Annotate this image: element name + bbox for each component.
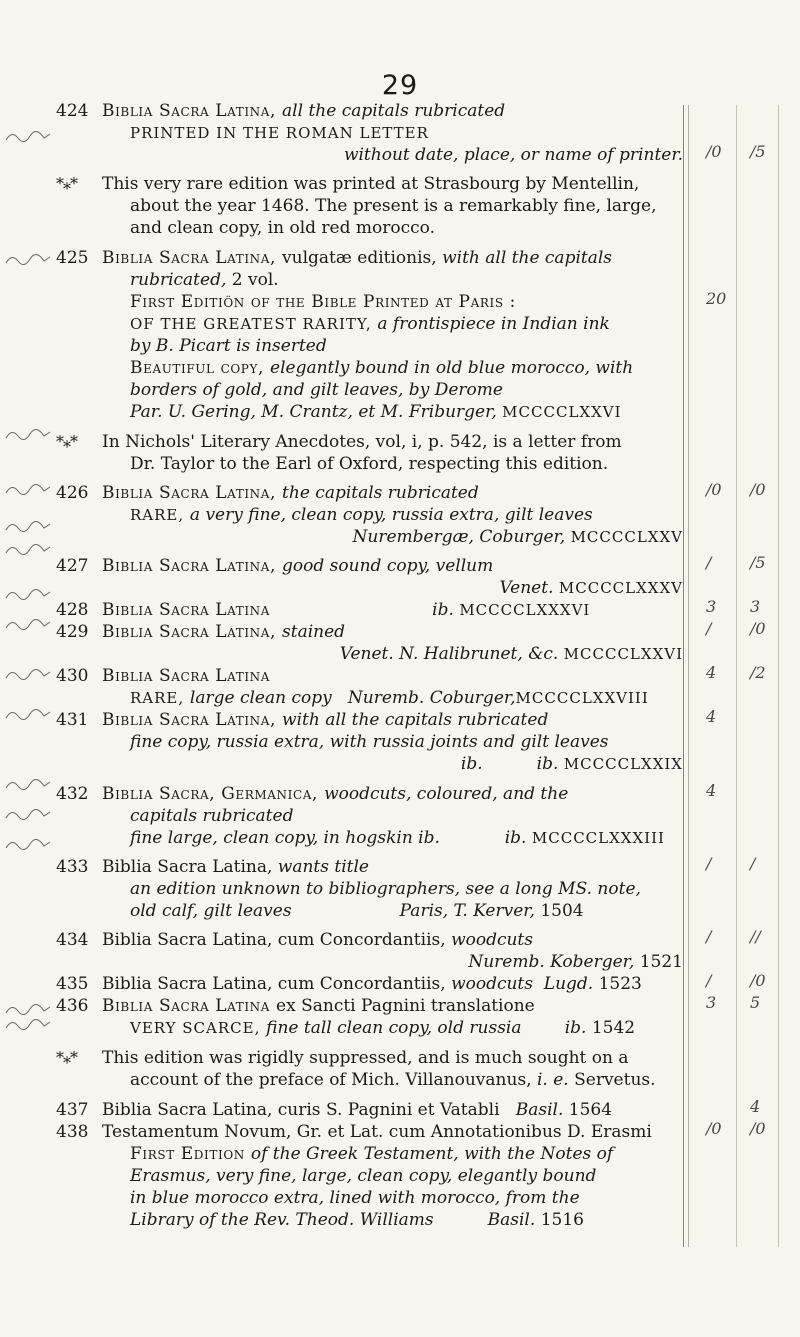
text-segment: 1504 [540, 901, 584, 921]
catalog-line [0, 217, 800, 239]
text-segment: First Edition [130, 1144, 251, 1164]
text-segment: rubricated, [130, 270, 232, 290]
text-segment: Biblia Sacra Latina, [102, 483, 283, 503]
text-segment: Biblia Sacra Latina, [102, 101, 283, 121]
text-segment: a frontispiece in Indian ink [377, 314, 610, 334]
handwritten-price: /0 [706, 480, 722, 499]
entry-text [102, 783, 568, 805]
catalog-line [0, 621, 800, 643]
text-segment: elegantly bound in old blue morocco, with [270, 358, 634, 378]
text-segment: Biblia Sacra Latina, [102, 622, 283, 642]
handwritten-price: 3 [750, 597, 761, 616]
text-segment: Servetus. [574, 1070, 656, 1090]
handwritten-price: 20 [706, 289, 727, 308]
catalog-line [0, 929, 800, 951]
text-segment: Testamentum Novum, Gr. et Lat. cum Annotationibus D. Erasmi [102, 1122, 652, 1142]
catalog-line [0, 357, 800, 379]
catalog-line [0, 1187, 800, 1209]
text-segment: ex Sancti Pagnini translatione [276, 996, 535, 1016]
text-segment: Biblia Sacra Latina [102, 996, 277, 1016]
lot-number: 429 [56, 622, 89, 642]
entry-text [130, 357, 633, 379]
entry-text [130, 269, 279, 291]
handwritten-price: /0 [750, 480, 766, 499]
handwritten-price: /0 [706, 142, 722, 161]
entry-text [130, 878, 641, 900]
text-segment: ib. ib. [460, 754, 564, 774]
catalog-line [0, 643, 800, 665]
text-segment: about the year 1468. The present is a remarkably fine, large, [130, 196, 657, 216]
catalog-line [0, 1165, 800, 1187]
catalog-line [0, 1017, 800, 1039]
text-segment: Biblia Sacra Latina [102, 600, 271, 620]
text-segment: MCCCCLXXV [570, 528, 683, 546]
pencil-scribble [4, 126, 54, 146]
page-number: 29 [381, 70, 419, 101]
catalog-line [0, 827, 800, 849]
catalog-line [0, 1209, 800, 1231]
catalog-line [0, 482, 800, 504]
entry-text [102, 995, 535, 1017]
text-segment: Dr. Taylor to the Earl of Oxford, respecting this edition. [130, 454, 609, 474]
lot-number: 425 [56, 248, 89, 268]
handwritten-price: 4 [750, 1097, 761, 1116]
text-segment: borders of gold, and gilt leaves, by Derome [130, 380, 503, 400]
text-segment: Nuremb. Koberger, [468, 952, 640, 972]
entry-text [340, 643, 683, 665]
entry-text [102, 247, 612, 269]
text-segment: Par. U. Gering, M. Crantz, et M. Friburger, [130, 402, 503, 422]
handwritten-price: /0 [750, 1119, 766, 1138]
text-segment: woodcuts, coloured, and the [324, 784, 569, 804]
entry-text [499, 577, 683, 599]
pencil-scribble [4, 539, 54, 559]
text-segment: Nurembergæ, Coburger, [352, 527, 571, 547]
text-segment: RARE, [130, 689, 190, 707]
entry-text [130, 313, 610, 335]
catalog-line [0, 122, 800, 144]
catalog-line [0, 291, 800, 313]
text-segment: fine large, clean copy, in hogskin ib. ib. [130, 828, 532, 848]
text-segment: an edition unknown to bibliographers, see a long MS. note, [130, 879, 641, 899]
pencil-scribble [4, 479, 54, 499]
entry-text [130, 1165, 596, 1187]
entry-text [130, 1069, 656, 1091]
text-segment: i. e. [536, 1070, 575, 1090]
text-segment: a very fine, clean copy, russia extra, gilt leaves [189, 505, 593, 525]
catalog-line [0, 379, 800, 401]
lot-number: 428 [56, 600, 89, 620]
text-segment: MCCCCLXXXVI [459, 601, 591, 619]
text-segment: Biblia Sacra Latina, cum Concordantiis, [102, 974, 452, 994]
pencil-scribble [4, 516, 54, 536]
entry-text [468, 951, 683, 973]
catalog-line [0, 1069, 800, 1091]
lot-number: 433 [56, 857, 89, 877]
pencil-scribble [4, 249, 54, 269]
text-segment: MCCCCLXXIX [563, 755, 683, 773]
entry-text [102, 1099, 612, 1121]
catalog-line [0, 526, 800, 548]
catalog-line [0, 973, 800, 995]
text-segment: all the capitals rubricated [282, 101, 506, 121]
catalog-line [0, 401, 800, 423]
catalog-line [0, 951, 800, 973]
text-segment: Biblia Sacra Latina, [102, 556, 283, 576]
text-segment: and clean copy, in old red morocco. [130, 218, 435, 238]
handwritten-price: / [706, 553, 712, 572]
entry-text [102, 173, 639, 195]
entry-text [130, 1187, 580, 1209]
handwritten-price: /0 [706, 1119, 722, 1138]
entry-text [130, 335, 327, 357]
text-segment: MCCCCLXXVIII [515, 689, 649, 707]
entry-text [130, 827, 665, 849]
entry-text [344, 144, 683, 166]
catalog-line [0, 856, 800, 878]
entry-text [102, 856, 369, 878]
entry-text [130, 217, 435, 239]
text-segment: In Nichols' Literary Anecdotes, vol, i, p. 542, is a letter from [102, 432, 622, 452]
text-segment: wants title [277, 857, 369, 877]
entry-text [102, 1047, 629, 1069]
catalog-line [0, 453, 800, 475]
entry-text [130, 291, 516, 313]
catalog-line [0, 805, 800, 827]
handwritten-price: /0 [750, 971, 766, 990]
catalog-line [0, 1099, 800, 1121]
handwritten-price: / [750, 854, 756, 873]
lot-number: 424 [56, 101, 89, 121]
text-segment: old calf, gilt leaves Paris, T. Kerver, [130, 901, 541, 921]
entry-text [130, 805, 293, 827]
text-segment: 1523 [598, 974, 642, 994]
pencil-scribble [4, 834, 54, 854]
catalog-line [0, 100, 800, 122]
text-segment: woodcuts Lugd. [451, 974, 599, 994]
text-segment: with all the capitals [442, 248, 613, 268]
catalog-line [0, 173, 800, 195]
text-segment: capitals rubricated [130, 806, 294, 826]
text-segment: VERY SCARCE, [130, 1019, 267, 1037]
text-segment: fine copy, russia extra, with russia joints and gilt leaves [130, 732, 609, 752]
lot-number: 438 [56, 1122, 89, 1142]
text-segment: fine tall clean copy, old russia ib. [266, 1018, 592, 1038]
text-segment: 1521 [639, 952, 683, 972]
catalog-line [0, 783, 800, 805]
entry-text [102, 555, 493, 577]
text-segment: large clean copy Nuremb. Coburger, [189, 688, 516, 708]
entry-text [461, 753, 683, 775]
entry-text [102, 973, 642, 995]
catalog-line [0, 599, 800, 621]
lot-number: 437 [56, 1100, 89, 1120]
handwritten-price: 3 [706, 597, 717, 616]
pencil-scribble [4, 704, 54, 724]
entry-text [130, 504, 593, 526]
pencil-scribble [4, 584, 54, 604]
text-segment: RARE, [130, 506, 190, 524]
handwritten-price: / [706, 854, 712, 873]
catalog-line [0, 687, 800, 709]
note-marker: *⁎* [56, 432, 77, 451]
catalog-line [0, 1143, 800, 1165]
text-segment: with all the capitals rubricated [282, 710, 549, 730]
entry-text [102, 599, 590, 621]
text-segment: MCCCCLXXVI [563, 645, 683, 663]
text-segment: Beautiful copy, [130, 358, 271, 378]
handwritten-price: /5 [750, 142, 766, 161]
note-marker: *⁎* [56, 174, 77, 193]
text-segment: Biblia Sacra Latina, [102, 248, 283, 268]
catalog-line [0, 144, 800, 166]
entry-text [102, 1121, 652, 1143]
handwritten-price: /5 [750, 553, 766, 572]
lot-number: 436 [56, 996, 89, 1016]
pencil-scribble [4, 614, 54, 634]
entry-text [130, 195, 657, 217]
lot-number: 435 [56, 974, 89, 994]
catalog-line [0, 195, 800, 217]
handwritten-price: /0 [750, 619, 766, 638]
entry-text [130, 1017, 635, 1039]
pencil-scribble [4, 1014, 54, 1034]
lot-number: 434 [56, 930, 89, 950]
text-segment [270, 600, 432, 620]
text-segment: Biblia Sacra Latina, cum Concordantiis, [102, 930, 452, 950]
catalog-line [0, 555, 800, 577]
catalog-line [0, 709, 800, 731]
text-segment: Library of the Rev. Theod. Williams Basil. [130, 1210, 541, 1230]
text-segment: Erasmus, very fine, large, clean copy, elegantly bound [130, 1166, 597, 1186]
entry-text [102, 929, 533, 951]
text-segment: Biblia Sacra, Germanica, [102, 784, 325, 804]
text-segment: 2 vol. [231, 270, 279, 290]
text-segment: account of the preface of Mich. Villanouvanus, [130, 1070, 537, 1090]
note-marker: *⁎* [56, 1048, 77, 1067]
catalog-line [0, 247, 800, 269]
text-segment: in blue morocco extra, lined with morocco, from the [130, 1188, 580, 1208]
text-segment: Venet. N. Halibrunet, &c. [339, 644, 564, 664]
text-segment: MCCCCLXXXIII [531, 829, 665, 847]
text-segment: PRINTED IN THE ROMAN LETTER [130, 124, 429, 142]
catalog-line [0, 335, 800, 357]
catalog-line [0, 577, 800, 599]
lot-number: 427 [56, 556, 89, 576]
text-segment: stained [282, 622, 346, 642]
text-segment: This edition was rigidly suppressed, and is much sought on a [102, 1048, 629, 1068]
text-segment: woodcuts [451, 930, 533, 950]
text-segment: Biblia Sacra Latina, [102, 857, 278, 877]
text-segment: 1516 [540, 1210, 584, 1230]
lot-number: 430 [56, 666, 89, 686]
text-segment: of the Greek Testament, with the Notes of [250, 1144, 614, 1164]
handwritten-price: / [706, 619, 712, 638]
catalog-line [0, 753, 800, 775]
text-segment: This very rare edition was printed at Strasbourg by Mentellin, [102, 174, 640, 194]
handwritten-price: 3 [706, 993, 717, 1012]
handwritten-price: / [706, 971, 712, 990]
entry-text [102, 431, 622, 453]
entry-text [130, 379, 503, 401]
catalog-line [0, 1121, 800, 1143]
text-segment: the capitals rubricated [282, 483, 479, 503]
entry-text [102, 482, 479, 504]
entry-text [130, 1209, 584, 1231]
text-segment: without date, place, or name of printer. [343, 145, 683, 165]
text-segment: Basil. [515, 1100, 569, 1120]
entry-text [353, 526, 684, 548]
text-segment: 1564 [568, 1100, 613, 1120]
pencil-scribble [4, 774, 54, 794]
handwritten-price: /2 [750, 663, 766, 682]
text-segment: vulgatæ editionis, [282, 248, 443, 268]
handwritten-price: 4 [706, 781, 717, 800]
lot-number: 431 [56, 710, 89, 730]
text-segment: Biblia Sacra Latina [102, 666, 271, 686]
lot-number: 426 [56, 483, 89, 503]
catalog-line [0, 1047, 800, 1069]
text-segment: Biblia Sacra Latina, [102, 710, 283, 730]
text-segment: MCCCCLXXVI [502, 403, 622, 421]
text-segment: ib. [432, 600, 460, 620]
handwritten-price: 4 [706, 707, 717, 726]
entry-text [130, 687, 649, 709]
entry-text [130, 731, 609, 753]
handwritten-price: // [750, 927, 761, 946]
entry-text [102, 100, 505, 122]
text-segment: MCCCCLXXXV [558, 579, 683, 597]
text-segment: First Editiön of the Bible Printed at Paris : [130, 292, 516, 312]
entry-text [130, 122, 429, 144]
pencil-scribble [4, 424, 54, 444]
lot-number: 432 [56, 784, 89, 804]
entry-text [102, 665, 270, 687]
entry-text [130, 1143, 613, 1165]
catalog-line [0, 900, 800, 922]
entry-text [130, 401, 622, 423]
handwritten-price: 5 [750, 993, 761, 1012]
catalog-line [0, 313, 800, 335]
entry-text [130, 900, 584, 922]
text-segment: by B. Picart is inserted [130, 336, 327, 356]
text-segment: Venet. [499, 578, 559, 598]
entry-text [102, 709, 548, 731]
pencil-scribble [4, 804, 54, 824]
handwritten-price: / [706, 927, 712, 946]
handwritten-price: 4 [706, 663, 717, 682]
text-segment: Biblia Sacra Latina, curis S. Pagnini et Vatabli [102, 1100, 516, 1120]
catalog-line [0, 731, 800, 753]
pencil-scribble [4, 664, 54, 684]
entry-text [102, 621, 345, 643]
entry-text [130, 453, 608, 475]
catalog-line [0, 431, 800, 453]
catalog-line [0, 995, 800, 1017]
text-segment: OF THE GREATEST RARITY, [130, 315, 378, 333]
catalog-line [0, 878, 800, 900]
text-segment: good sound copy, vellum [282, 556, 494, 576]
text-segment: 1542 [591, 1018, 636, 1038]
catalog-line [0, 269, 800, 291]
catalog-line [0, 665, 800, 687]
catalog-line [0, 504, 800, 526]
